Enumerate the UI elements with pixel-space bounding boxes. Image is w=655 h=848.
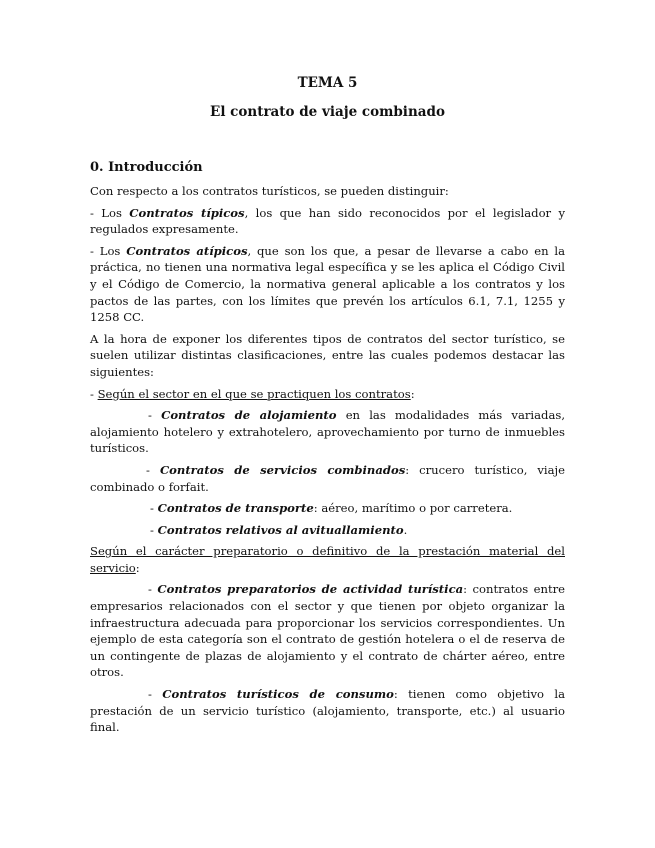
preparatorios-term: Contratos preparatorios de actividad turística [157, 582, 464, 597]
atipicos-paragraph [90, 243, 565, 326]
caracter-heading-text: Según el carácter preparatorio o definitivo de la prestación material del servicio [90, 544, 565, 575]
alojamiento-term: Contratos de alojamiento [161, 408, 337, 423]
avituallamiento-prefix: - [150, 522, 158, 537]
transporte-text: : aéreo, marítimo o por carretera. [313, 501, 513, 516]
avituallamiento-term: Contratos relativos al avituallamiento [157, 522, 404, 537]
typicos-prefix: - Los [90, 205, 130, 220]
intro-paragraph: Con respecto a los contratos turísticos, se pueden distinguir: [90, 184, 449, 198]
alojamiento-paragraph [90, 407, 565, 457]
servicios-combinados-paragraph [90, 462, 565, 495]
document-subtitle: El contrato de viaje combinado [210, 104, 445, 120]
clasificaciones-paragraph: A la hora de exponer los diferentes tipos de contratos del sector turístico, se suelen utilizar distintas clasificaciones, entre las cuales podemos destacar las siguientes: [90, 331, 565, 379]
atipicos-term: Contratos atípicos [126, 243, 248, 258]
document-title: TEMA 5 [297, 75, 358, 91]
transporte-paragraph [90, 500, 565, 517]
preparatorios-prefix: - [148, 582, 158, 597]
consumo-paragraph [90, 686, 565, 736]
section-heading: 0. Introducción [90, 160, 203, 175]
typicos-term: Contratos típicos [129, 205, 245, 220]
consumo-term: Contratos turísticos de consumo [162, 687, 394, 702]
consumo-text: : tienen como objetivo la prestación de un servicio turístico (alojamiento, transporte, etc.) al usuario final. [90, 687, 565, 735]
caracter-heading-suffix: : [135, 560, 140, 575]
transporte-term: Contratos de transporte [157, 501, 314, 516]
preparatorios-paragraph [90, 581, 565, 681]
transporte-prefix: - [150, 501, 158, 516]
consumo-prefix: - [148, 687, 163, 702]
servicios-combinados-prefix: - [146, 462, 160, 477]
avituallamiento-text: . [403, 522, 408, 537]
preparatorios-text: : contratos entre empresarios relacionados con el sector y que tienen por objeto organizar la infraestructura adecuada para proporcionar los servicios correspondientes. Un ejemplo de esta categoría son el contrato de gestión hotelera o el de reserva de un contingente de plazas de alojamiento y el contrato de chárter aéreo, entre otros. [90, 582, 566, 680]
sector-heading-text: Según el sector en el que se practiquen los contratos [97, 386, 411, 401]
caracter-heading [90, 543, 565, 576]
alojamiento-prefix: - [148, 408, 162, 423]
document-page [90, 70, 565, 741]
servicios-combinados-text: : crucero turístico, viaje combinado o forfait. [90, 462, 566, 494]
alojamiento-text: en las modalidades más variadas, alojamiento hotelero y extrahotelero, aprovechamiento por turno de inmuebles turísticos. [90, 408, 566, 456]
typicos-paragraph [90, 205, 565, 238]
sector-heading-prefix: - [90, 386, 98, 401]
typicos-text: , los que han sido reconocidos por el legislador y regulados expresamente. [90, 205, 566, 237]
atipicos-text: , que son los que, a pesar de llevarse a cabo en la práctica, no tienen una normativa legal específica y se les aplica el Código Civil y el Código de Comercio, la normativa general aplicable a los contratos y los pactos de las partes, con los límites que prevén los artículos 6.1, 7.1, 1255 y 1258 CC. [90, 243, 565, 325]
sector-heading-suffix: : [410, 386, 415, 401]
servicios-combinados-term: Contratos de servicios combinados [159, 462, 406, 477]
avituallamiento-paragraph [90, 522, 565, 539]
sector-heading [90, 386, 565, 403]
atipicos-prefix: - Los [90, 243, 127, 258]
